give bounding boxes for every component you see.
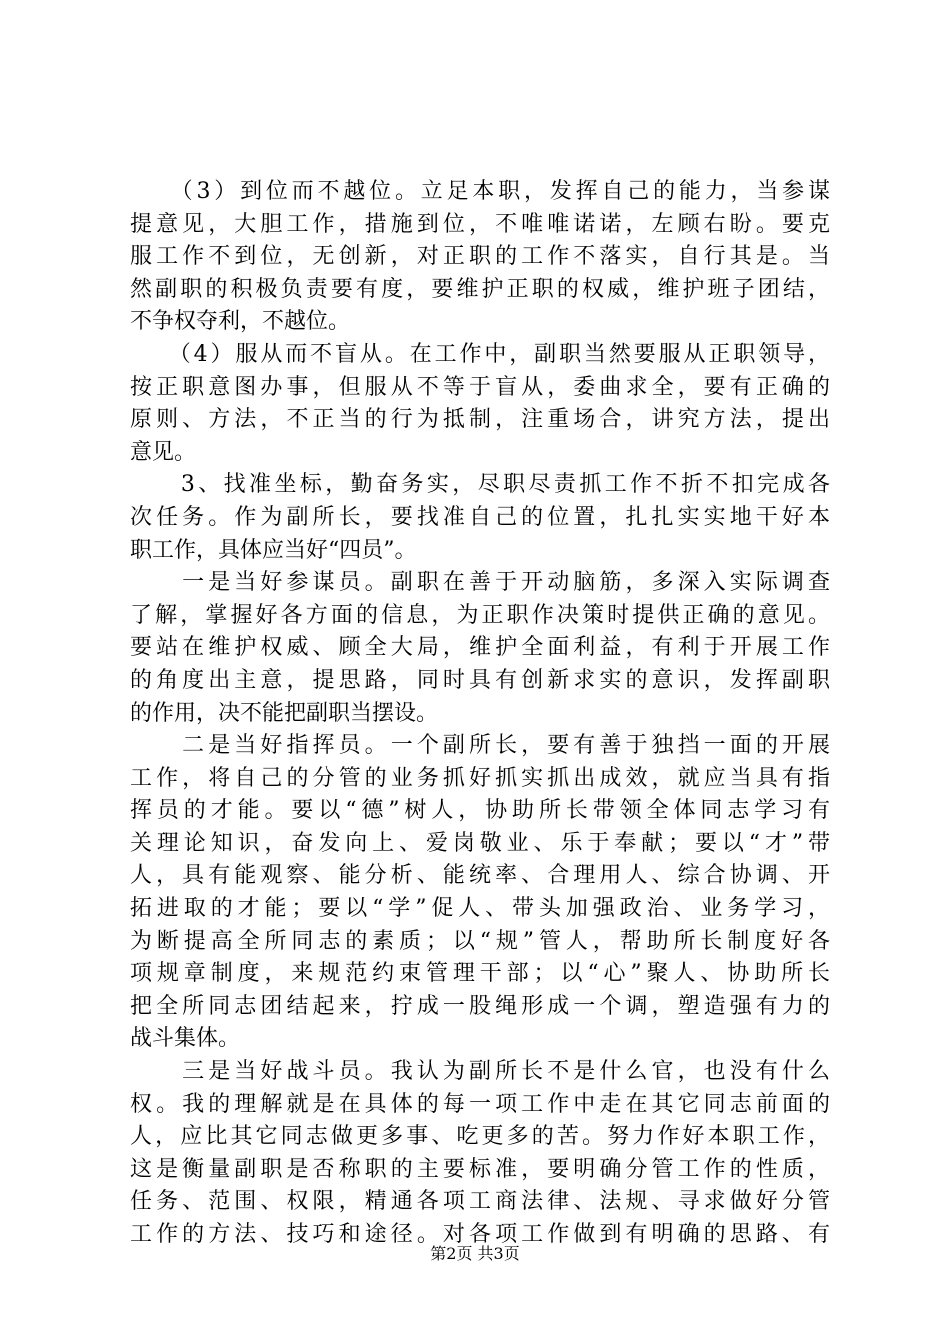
text-line: 任务、范围、权限，精通各项工商法律、法规、寻求做好分管 — [130, 1189, 830, 1215]
text-line: 的作用，决不能把副职当摆设。 — [130, 700, 439, 726]
text-line: 二是当好指挥员。一个副所长，要有善于独挡一面的开展 — [130, 733, 830, 759]
text-line: （3）到位而不越位。立足本职，发挥自己的能力，当参谋 — [130, 179, 830, 204]
text-line: 原则、方法，不正当的行为抵制，注重场合，讲究方法，提出 — [130, 407, 830, 433]
text-line: （4）服从而不盲从。在工作中，副职当然要服从正职领导， — [130, 341, 830, 367]
text-line: 不争权夺利，不越位。 — [130, 309, 351, 335]
page-number-footer: 第2页 共3页 — [430, 1244, 520, 1263]
text-line: 意见。 — [130, 439, 197, 465]
text-line: 服工作不到位，无创新，对正职的工作不落实，自行其是。当 — [130, 244, 830, 270]
text-line: 关理论知识，奋发向上、爱岗敬业、乐于奉献；要以“才”带 — [130, 830, 830, 856]
text-line: 人，应比其它同志做更多事、吃更多的苦。努力作好本职工作， — [130, 1124, 830, 1150]
text-line: 工作，将自己的分管的业务抓好抓实抓出成效，就应当具有指 — [130, 765, 830, 791]
text-line: 战斗集体。 — [130, 1026, 241, 1052]
text-line: 要站在维护权威、顾全大局，维护全面利益，有利于开展工作 — [130, 635, 830, 661]
text-line: 按正职意图办事，但服从不等于盲从，委曲求全，要有正确的 — [130, 374, 830, 400]
text-line: 三是当好战斗员。我认为副所长不是什么官，也没有什么 — [130, 1059, 830, 1085]
text-line: 职工作，具体应当好“四员”。 — [130, 537, 417, 563]
text-line: 把全所同志团结起来，拧成一股绳形成一个调，塑造强有力的 — [130, 993, 830, 1019]
text-line: 提意见，大胆工作，措施到位，不唯唯诺诺，左顾右盼。要克 — [130, 211, 830, 237]
text-line: 挥员的才能。要以“德”树人，协助所长带领全体同志学习有 — [130, 798, 830, 824]
text-line: 人，具有能观察、能分析、能统率、合理用人、综合协调、开 — [130, 863, 830, 889]
text-line: 3、找准坐标，勤奋务实，尽职尽责抓工作不折不扣完成各 — [130, 472, 830, 498]
text-line: 权。我的理解就是在具体的每一项工作中走在其它同志前面的 — [130, 1091, 830, 1117]
body-text — [130, 176, 830, 1252]
text-line: 这是衡量副职是否称职的主要标准，要明确分管工作的性质， — [130, 1156, 830, 1182]
text-line: 为断提高全所同志的素质；以“规”管人，帮助所长制度好各 — [130, 928, 830, 954]
text-line: 的角度出主意，提思路，同时具有创新求实的意识，发挥副职 — [130, 667, 830, 693]
text-line: 了解，掌握好各方面的信息，为正职作决策时提供正确的意见。 — [130, 602, 830, 628]
text-line: 一是当好参谋员。副职在善于开动脑筋，多深入实际调查 — [130, 570, 830, 596]
text-line: 工作的方法、技巧和途径。对各项工作做到有明确的思路、有 — [130, 1222, 830, 1247]
text-line: 然副职的积极负责要有度，要维护正职的权威，维护班子团结， — [130, 276, 830, 302]
text-line: 项规章制度，来规范约束管理干部；以“心”聚人、协助所长 — [130, 961, 830, 987]
text-line: 次任务。作为副所长，要找准自己的位置，扎扎实实地干好本 — [130, 504, 830, 530]
text-line: 拓进取的才能；要以“学”促人、带头加强政治、业务学习， — [130, 896, 830, 922]
